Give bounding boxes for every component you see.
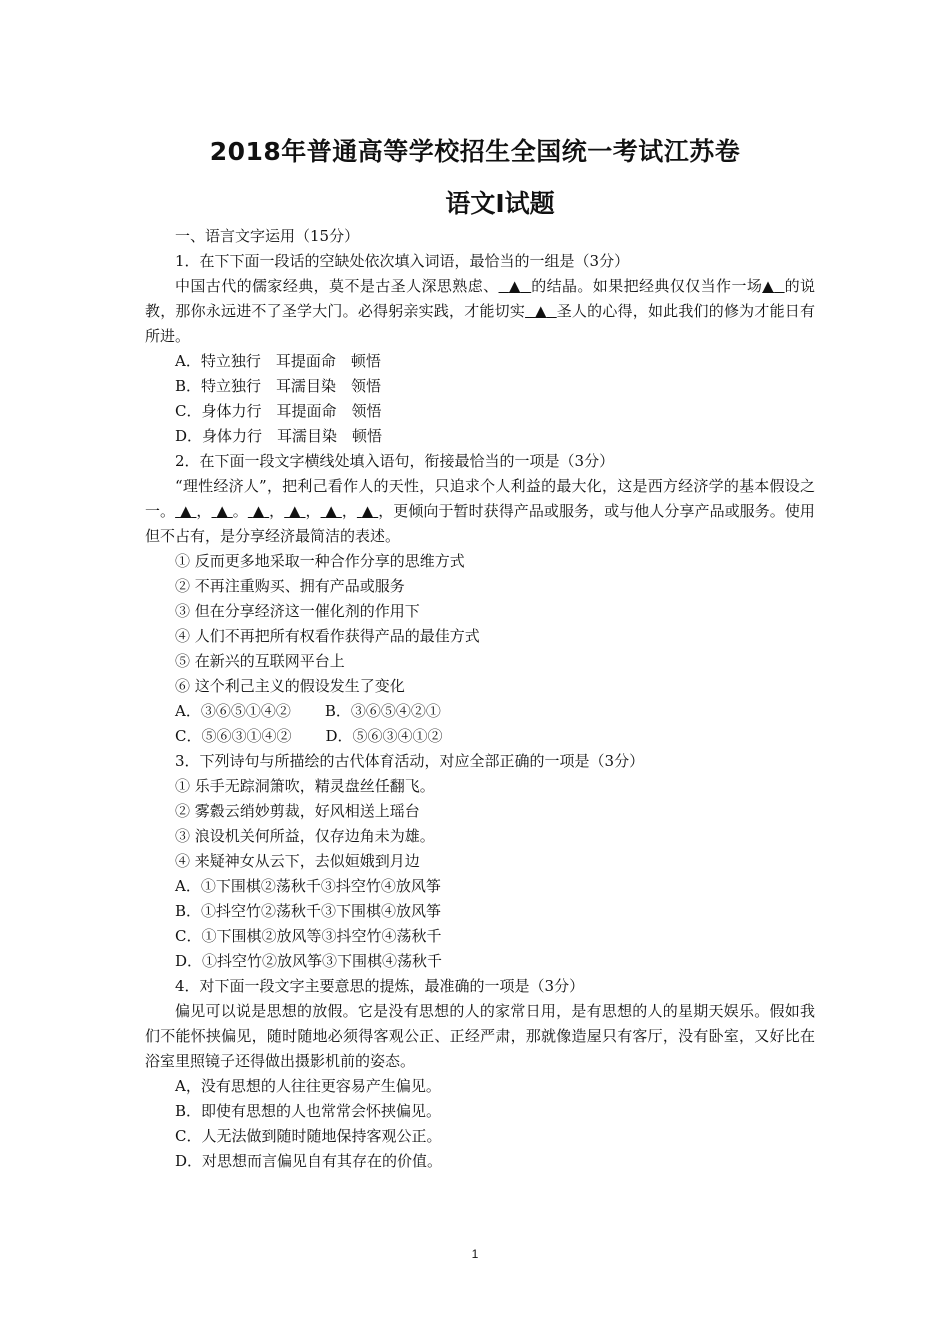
passage-text: “理性经济人”，把利己看作人的天性，只追求个人利益的最大化，这是西方经济学的基本假设之一。 [145, 477, 815, 520]
poem-line: ① 乐手无踪洞箫吹，精灵盘丝任翻飞。 [175, 777, 435, 795]
question-body [145, 224, 815, 1174]
blank-marker: ▲ [179, 502, 192, 520]
option-c: C．①下围棋②放风等③抖空竹④荡秋千 [175, 927, 442, 945]
option-d: D．对思想而言偏见自有其存在的价值。 [175, 1152, 443, 1170]
option-d: D．身体力行 耳濡目染 顿悟 [175, 427, 383, 445]
option-row-ab [145, 699, 815, 724]
question-2-passage: “理性经济人”，把利己看作人的天性，只追求个人利益的最大化，这是西方经济学的基本假设之一。 ▲ ， ▲ 。 ▲ ， ▲ ， ▲ ， ▲ ，更倾向于暂时获得产品或服务，或与他人分享产品或服务。使用但不占有，是分享经济最简洁的表述。 [145, 477, 815, 545]
option-d: D．⑤⑥③④①② [325, 727, 443, 745]
sentence-item: ④ 人们不再把所有权看作获得产品的最佳方式 [175, 627, 480, 645]
question-2-stem: 2．在下面一段文字横线处填入语句，衔接最恰当的一项是（3分） [175, 452, 615, 470]
option-a: A．①下围棋②荡秋千③抖空竹④放风筝 [175, 877, 441, 895]
blank-marker: ▲ [762, 277, 775, 295]
sentence-item: ③ 但在分享经济这一催化剂的作用下 [175, 602, 420, 620]
paper-subtitle: 语文Ⅰ试题 [445, 189, 555, 218]
blank-marker: ▲ [252, 502, 265, 520]
blank-marker: ▲ [289, 502, 301, 520]
blank-marker: ▲ [361, 502, 374, 520]
poem-line: ④ 来疑神女从云下，去似姮娥到月边 [175, 852, 420, 870]
option-c: C．人无法做到随时随地保持客观公正。 [175, 1127, 442, 1145]
question-4-passage: 偏见可以说是思想的放假。它是没有思想的人的家常日用，是有思想的人的星期天娱乐。假如我们不能怀挟偏见，随时随地必须得客观公正、正经严肃，那就像造屋只有客厅，没有卧室，又好比在浴室里照镜子还得做出摄影机前的姿态。 [145, 1002, 815, 1070]
section-heading: 一、语言文字运用（15分） [175, 227, 360, 245]
exam-title: 2018年普通高等学校招生全国统一考试江苏卷 [209, 137, 741, 166]
option-b: B．即使有思想的人也常常会怀挟偏见。 [175, 1102, 442, 1120]
option-c: C．身体力行 耳提面命 领悟 [175, 402, 382, 420]
sentence-item: ⑥ 这个利己主义的假设发生了变化 [175, 677, 405, 695]
passage-text: 的说教，那你永远进不了圣学大门。必得躬亲实践，才能切实 [145, 277, 815, 320]
poem-line: ③ 浪设机关何所益，仅存边角未为雄。 [175, 827, 435, 845]
question-1-stem: 1．在下下面一段话的空缺处依次填入词语，最恰当的一组是（3分） [175, 252, 630, 270]
passage-text: 中国古代的儒家经典，莫不是古圣人深思熟虑、 [175, 277, 499, 295]
blank-marker: ▲ [325, 502, 338, 520]
option-a: A，没有思想的人往往更容易产生偏见。 [175, 1077, 441, 1095]
option-b: B．①抖空竹②荡秋千③下围棋④放风筝 [175, 902, 442, 920]
sentence-item: ① 反而更多地采取一种合作分享的思维方式 [175, 552, 465, 570]
poem-line: ② 雾縠云绡妙剪裁，好风相送上瑶台 [175, 802, 420, 820]
option-a: A．③⑥⑤①④② [175, 702, 291, 720]
question-4-stem: 4．对下面一段文字主要意思的提炼，最准确的一项是（3分） [175, 977, 585, 995]
blank-marker: ▲ [535, 302, 547, 320]
sentence-item: ⑤ 在新兴的互联网平台上 [175, 652, 345, 670]
sentence-item: ② 不再注重购买、拥有产品或服务 [175, 577, 405, 595]
blank-marker: ▲ [508, 277, 521, 295]
question-3-stem: 3．下列诗句与所描绘的古代体育活动，对应全部正确的一项是（3分） [175, 752, 645, 770]
page-number: 1 [471, 1247, 479, 1261]
blank-marker: ▲ [216, 502, 228, 520]
option-c: C．⑤⑥③①④② [175, 727, 292, 745]
option-b: B．③⑥⑤④②① [324, 702, 441, 720]
passage-text: ，更倾向于暂时获得产品或服务，或与他人分享产品或服务。使用但不占有，是分享经济最简洁的表述。 [145, 502, 815, 545]
option-b: B．特立独行 耳濡目染 领悟 [175, 377, 382, 395]
passage-text: 圣人的心得，如此我们的修为才能日有所进。 [145, 302, 815, 345]
option-d: D．①抖空竹②放风筝③下围棋④荡秋千 [175, 952, 443, 970]
option-row-cd [145, 724, 815, 749]
option-a: A．特立独行 耳提面命 顿悟 [175, 352, 381, 370]
passage-text: 的结晶。如果把经典仅仅当作一场 [531, 277, 763, 295]
question-1-passage [145, 274, 815, 349]
